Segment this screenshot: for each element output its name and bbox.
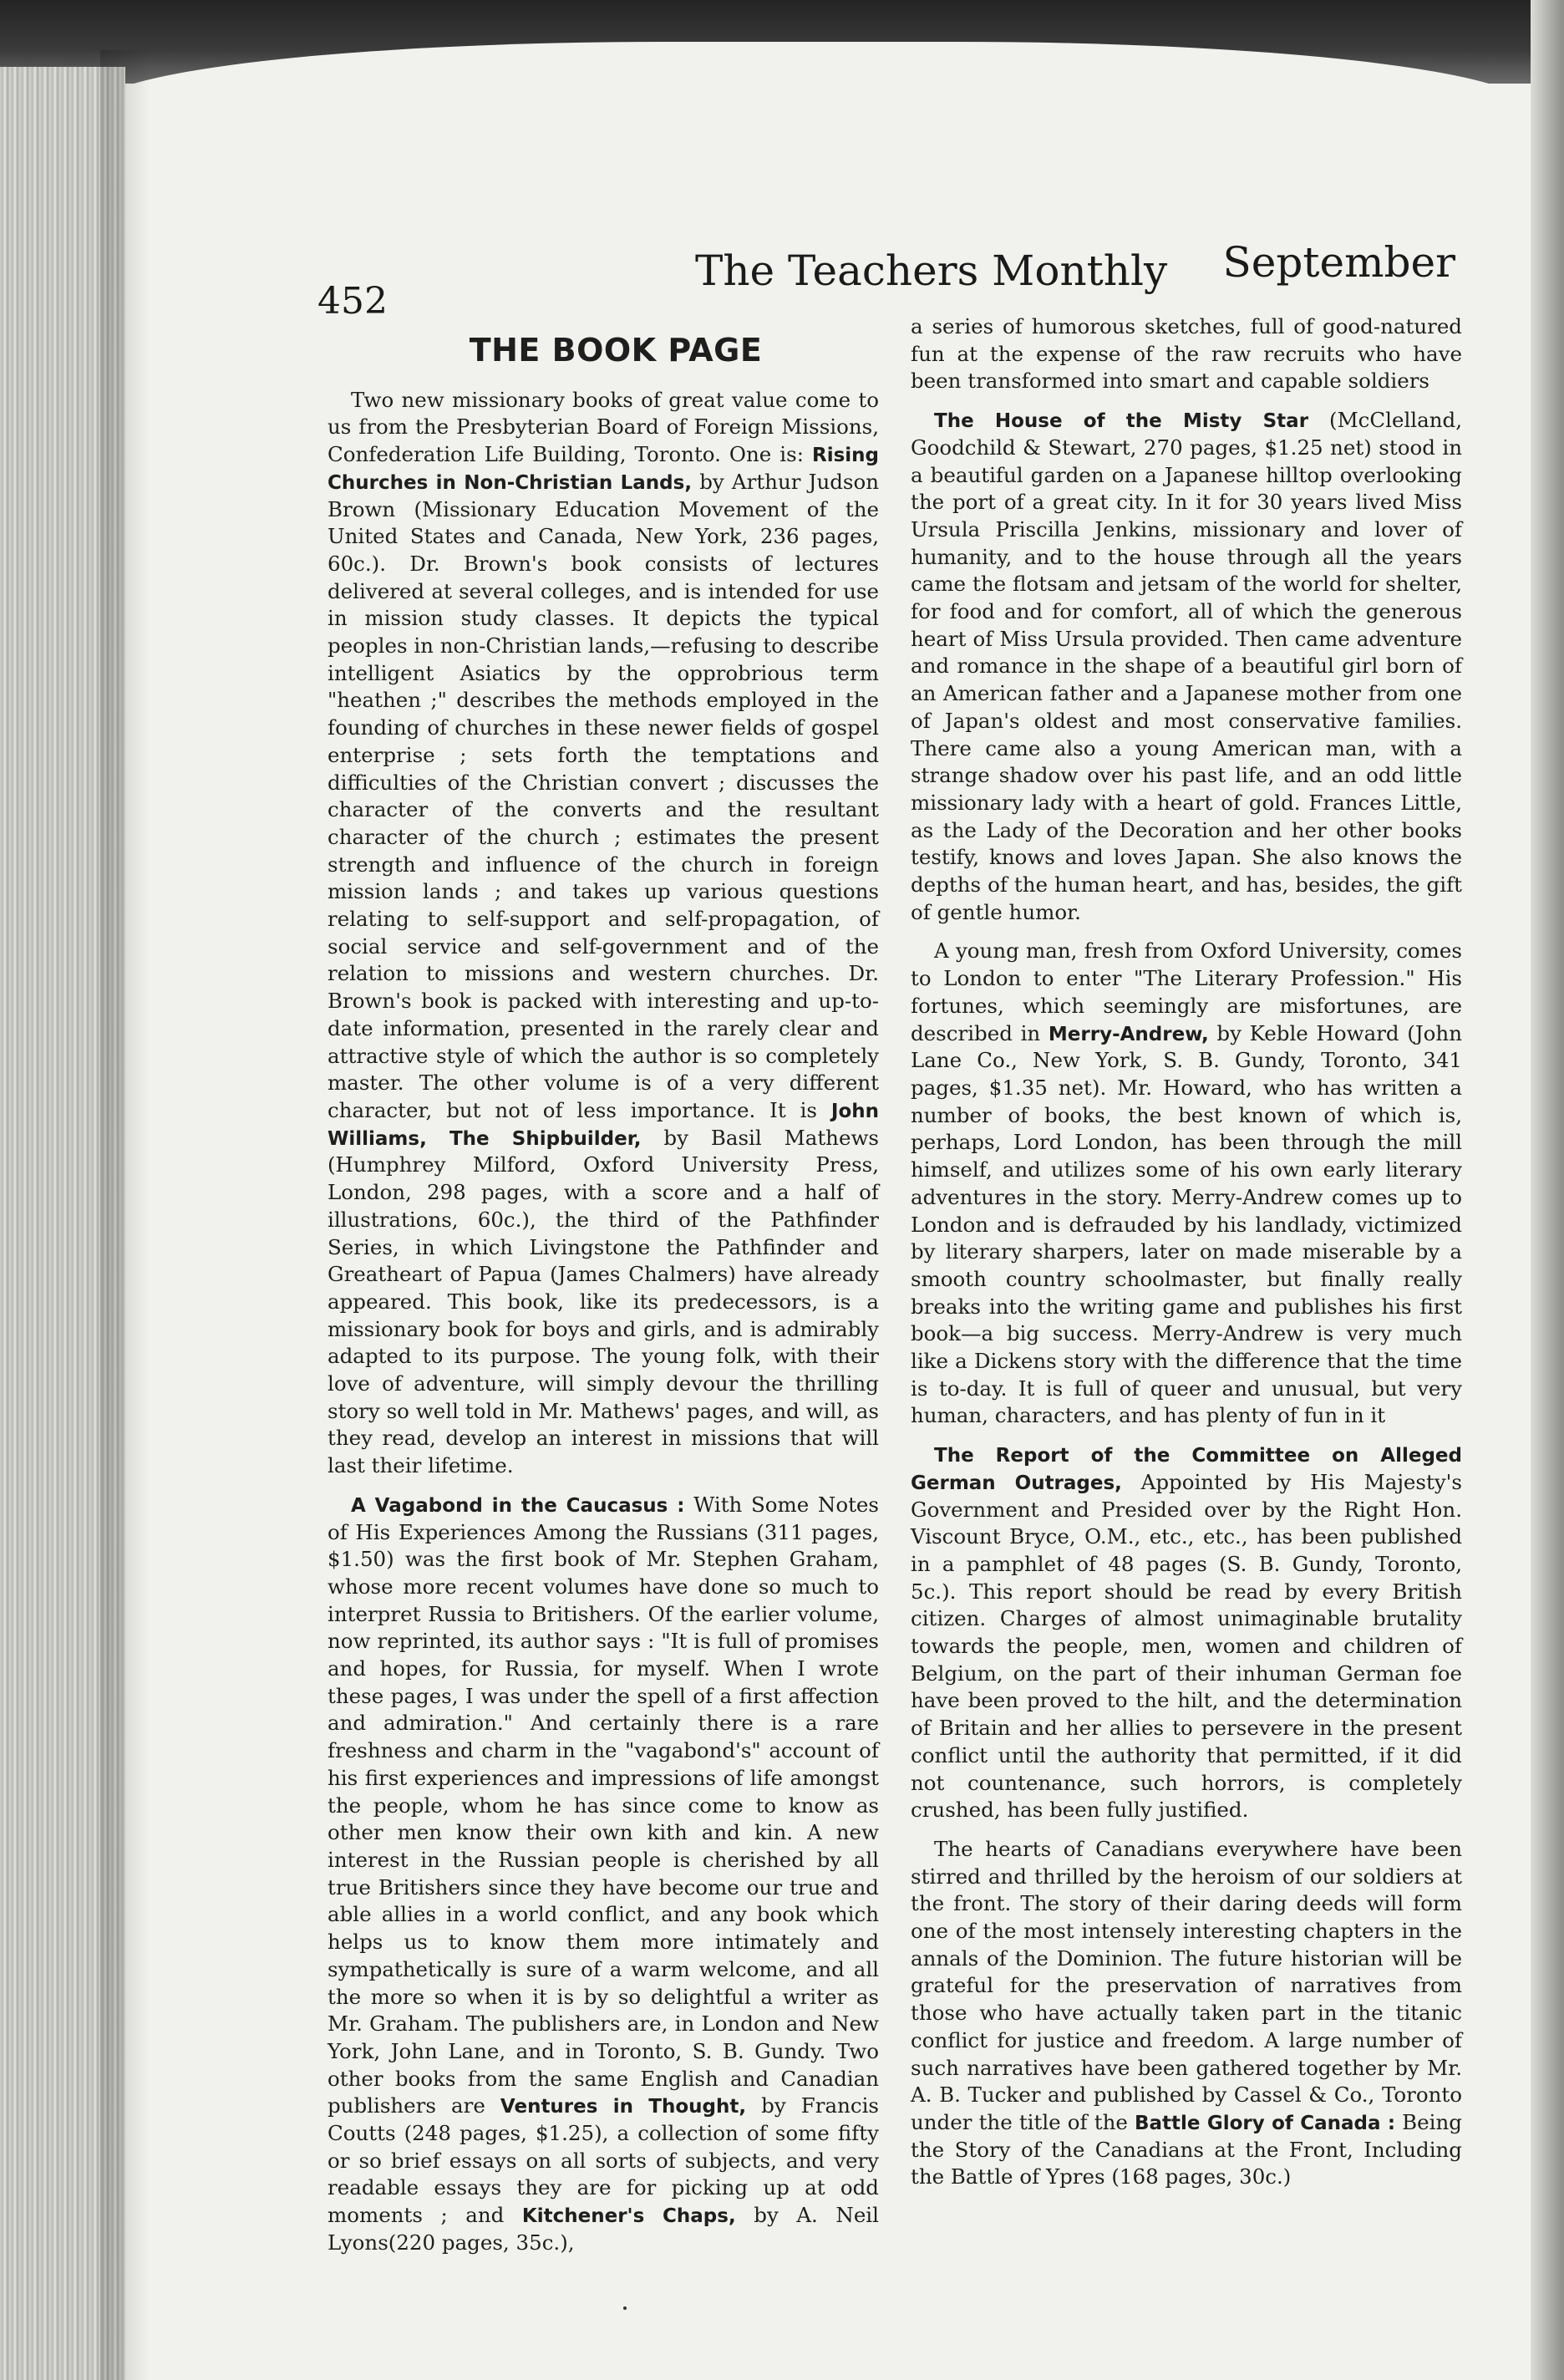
scan-right-edge <box>1531 0 1564 2380</box>
body-text: (McClelland, Goodchild & Stewart, 270 pages, $1.25 net) stood in a beautiful garden on a Japanese hilltop overlooking the port of a great city. In it for 30 years lived Miss Ursula Priscilla Jenkins, missionary and lover of humanity, and to the house through all the years came the flotsam and jetsam of the world for shelter, for food and for comfort, all of which the generous heart of Miss Ursula provided. Then came adventure and romance in the shape of a beautiful girl born of an American father and a Japanese mother from one of Japan's oldest and most conservative families. There came also a young American man, with a strange shadow over his past life, and an odd little missionary lady with a heart of gold. Frances Little, as the Lady of the Decoration and her other books testify, knows and loves Japan. She also knows the depths of the human heart, and has, besides, the gift of gentle humor. <box>911 408 1463 924</box>
review-continuation <box>911 313 1462 395</box>
book-title: A Vagabond in the Caucasus : <box>351 1494 685 1517</box>
book-title: The Report of the Committee on Alleged German Outrages, <box>911 1445 1462 1494</box>
book-title: Ventures in Thought, <box>500 2096 747 2118</box>
body-text: With Some Notes of His Experiences Among the Russians (311 pages, $1.50) was the first book of Mr. Stephen Graham, whose more recent volumes have done so much to interpret Russia to Britishers. Of the earlier volume, now reprinted, its author says : "It is full of promises and hopes, for Russia, for myself. When I wrote these pages, I was under the spell of a first affection and admiration." And certainly there is a rare freshness and charm in the "vagabond's" account of his first experiences and impressions of life amongst the people, whom he has since come to know as other men know their own kith and kin. A new interest in the Russian people is cherished by all true Britishers since they have become our true and able allies in a world conflict, and any book which helps us to know them more intimately and sympathetically is sure of a warm welcome, and all the more so when it is by so delightful a writer as Mr. Graham. The publishers are, in London and New York, John Lane, and in Toronto, S. B. Gundy. Two other books from the same English and Canadian publishers are <box>328 1492 880 2118</box>
review-vagabond-caucasus <box>328 1492 879 2257</box>
body-text: by Arthur Judson Brown (Missionary Education Movement of the United States and Canada, New York, 236 pages, 60c.). Dr. Brown's book consists of lectures delivered at several colleges, and is intended for use in mission study classes. It depicts the typical peoples in non-Christian lands,—refusing to describe intelligent Asiatics by the opprobrious term "heathen ;" describes the methods employed in the founding of churches in these newer fields of gospel enterprise ; sets forth the temptations and difficulties of the Christian convert ; discusses the character of the converts and the resultant character of the church ; estimates the present strength and influence of the church in foreign mission lands ; and takes up various questions relating to self-support and self-propagation, of social service and self-government and of the relation to missions and western churches. Dr. Brown's book is packed with interesting and up-to-date information, presented in the rarely clear and attractive style of which the author is so completely master. The other volume is of a very different character, but not of less importance. It is <box>328 469 880 1122</box>
ink-speck <box>623 2306 627 2310</box>
running-header <box>317 238 1470 323</box>
left-column <box>328 326 879 2269</box>
book-title: Kitchener's Chaps, <box>521 2205 736 2228</box>
body-text: Two new missionary books of great value come to us from the Presbyterian Board of Foreign Missions, Confederation Life Building, Toronto. One is: <box>328 387 879 467</box>
issue-month: September <box>1222 238 1455 287</box>
book-title: John Williams, The Shipbuilder, <box>328 1101 879 1150</box>
section-title: THE BOOK PAGE <box>469 332 763 369</box>
body-text: The hearts of Canadians everywhere have been stirred and thrilled by the heroism of our soldiers at the front. The story of their daring deeds will form one of the most intensely interesting chapters in the annals of the Dominion. The future historian will be grateful for the preservation of narratives from those who have actually taken part in the titanic conflict for justice and freedom. A large number of such narratives have been gathered together by Mr. A. B. Tucker and published by Cassel & Co., Toronto under the title of the <box>911 1836 1462 2134</box>
book-title: Battle Glory of Canada : <box>1134 2113 1396 2134</box>
scan-top-shadow <box>0 0 1564 84</box>
body-text: a series of humorous sketches, full of good-natured fun at the expense of the raw recruits who have been transformed into smart and capable soldiers <box>911 314 1462 394</box>
book-title: The House of the Misty Star <box>934 410 1309 433</box>
right-column <box>911 313 1462 2203</box>
body-text: by Keble Howard (John Lane Co., New York, S. B. Gundy, Toronto, 341 pages, $1.35 net). Mr. Howard, who has written a number of books, the best known of which is, perhaps, Lord London, has been through the mill himself, and utilizes some of his own early literary adventures in the story. Merry-Andrew comes up to London and is defrauded by his landlady, victimized by literary sharpers, later on made miserable by a smooth country schoolmaster, but finally really breaks into the writing game and publishes his first book—a big success. Merry-Andrew is very much like a Dickens story with the difference that the time is to-day. It is full of queer and unusual, but very human, characters, and has plenty of fun in it <box>911 1020 1462 1428</box>
body-text: by Basil Mathews (Humphrey Milford, Oxford University Press, London, 298 pages, with a score and a half of illustrations, 60c.), the third of the Pathfinder Series, in which Livingstone the Pathfinder and Greatheart of Papua (James Chalmers) have already appeared. This book, like its predecessors, is a missionary book for boys and girls, and is admirably adapted to its purpose. The young folk, with their love of adventure, will simply devour the thrilling story so well told in Mr. Mathews' pages, and will, as they read, develop an interest in missions that will last their lifetime. <box>328 1125 879 1478</box>
body-text: Being the Story of the Canadians at the Front, Including the Battle of Ypres (168 pages, 30c.) <box>911 2110 1462 2189</box>
body-text: Appointed by His Majesty's Government and Presided over by the Right Hon. Viscount Bryce, O.M., etc., etc., has been published in a pamphlet of 48 pages (S. B. Gundy, Toronto, 5c.). This report should be read by every British citizen. Charges of almost unimaginable brutality towards the people, men, women and children of Belgium, on the part of their inhuman German foe have been proved to the hilt, and the determination of Britain and her allies to persevere in the present conflict until the authority that permitted, if it did not countenance, such horrors, is completely crushed, has been fully justified. <box>911 1469 1462 1823</box>
review-german-outrages-report <box>911 1442 1462 1824</box>
review-missionary-books <box>328 387 879 1480</box>
body-text: by Francis Coutts (248 pages, $1.25), a collection of some fifty or so brief essays on all sorts of subjects, and very readable essays they are for picking up at odd moments ; and <box>328 2093 879 2228</box>
book-title: Rising Churches in Non-Christian Lands, <box>328 445 879 494</box>
review-house-misty-star <box>911 407 1462 926</box>
body-text: A young man, fresh from Oxford University, comes to London to enter "The Literary Profession." His fortunes, which seemingly are misfortunes, are described in <box>911 938 1462 1045</box>
review-battle-glory-canada <box>911 1836 1462 2191</box>
journal-title: The Teachers Monthly <box>695 247 1168 295</box>
book-title: Merry-Andrew, <box>1048 1023 1209 1045</box>
page-number: 452 <box>317 280 388 323</box>
body-text: by A. Neil Lyons(220 pages, 35c.), <box>328 2203 879 2255</box>
binding-shadow <box>100 50 150 2380</box>
review-merry-andrew <box>911 938 1462 1430</box>
